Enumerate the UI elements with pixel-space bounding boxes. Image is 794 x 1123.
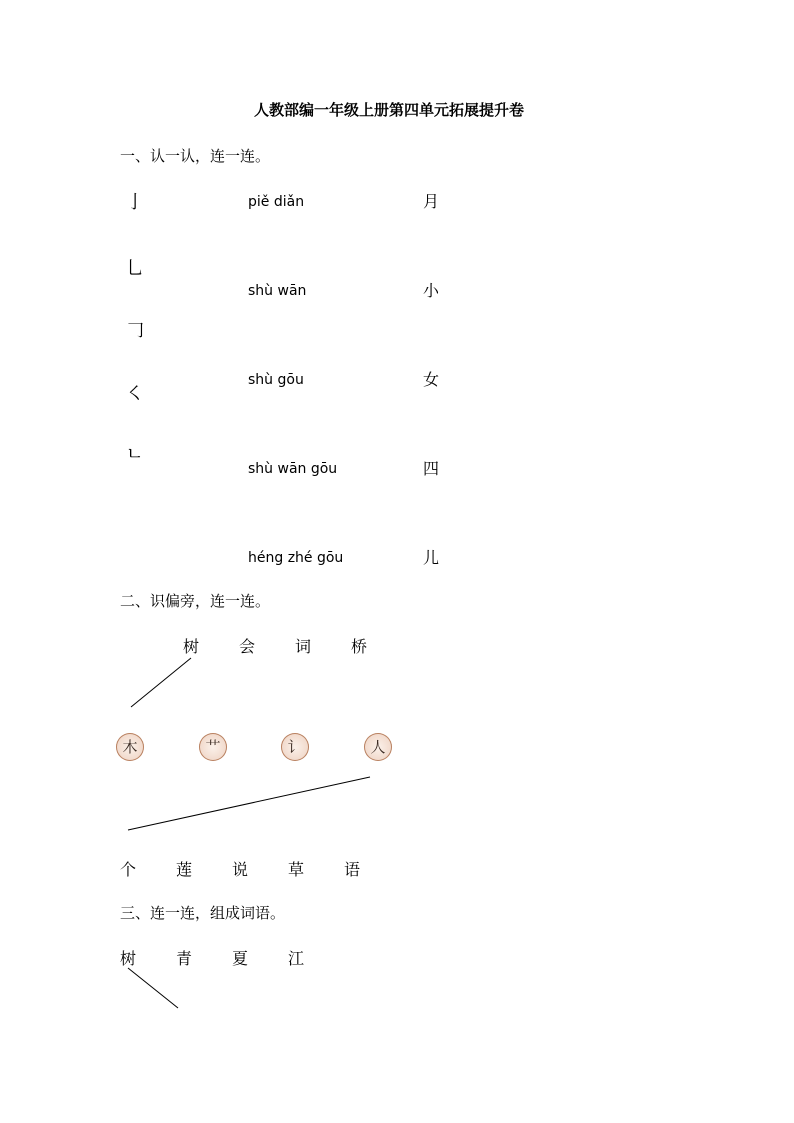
stroke-2: 乚	[126, 258, 144, 279]
radical-mu-icon	[116, 733, 144, 761]
s3-char-4: 江	[288, 949, 305, 968]
pinyin-1: piě diǎn	[248, 194, 305, 210]
top-char-2: 会	[239, 637, 256, 656]
stroke-3: 𠃌	[126, 320, 144, 341]
radical-ren-icon	[364, 733, 392, 761]
char-2: 小	[423, 281, 440, 300]
bottom-char-5: 语	[344, 860, 361, 879]
example-line-1	[131, 658, 191, 707]
s3-char-1: 树	[120, 949, 137, 968]
char-3: 女	[423, 370, 440, 389]
example-line-3	[128, 968, 178, 1008]
pinyin-5: héng zhé gōu	[248, 550, 344, 566]
page-title: 人教部编一年级上册第四单元拓展提升卷	[254, 101, 525, 119]
char-1: 月	[423, 192, 440, 211]
char-4: 四	[423, 459, 440, 478]
bottom-char-1: 个	[120, 860, 137, 879]
bottom-char-4: 草	[288, 860, 305, 879]
pinyin-4: shù wān gōu	[248, 461, 338, 477]
radical-label: 艹	[205, 737, 221, 756]
pinyin-3: shù gōu	[248, 372, 304, 388]
bottom-char-2: 莲	[176, 860, 193, 879]
s3-char-3: 夏	[232, 949, 249, 968]
radical-label: 人	[370, 737, 386, 756]
pinyin-2: shù wān	[248, 283, 307, 299]
top-char-3: 词	[295, 637, 312, 656]
top-char-4: 桥	[351, 637, 368, 656]
stroke-5: ㄴ	[126, 444, 144, 465]
section-3-heading: 三、连一连，组成词语。	[120, 904, 286, 922]
bottom-char-3: 说	[232, 860, 249, 879]
radical-label: 木	[122, 737, 138, 756]
char-5: 儿	[423, 548, 440, 567]
stroke-4: ㇛	[126, 384, 144, 405]
radical-yan-icon	[281, 733, 309, 761]
section-2-heading: 二、识偏旁，连一连。	[120, 592, 271, 610]
radical-label: 讠	[287, 737, 303, 756]
stroke-1: 亅	[126, 192, 144, 213]
example-line-2	[128, 777, 370, 830]
s3-char-2: 青	[176, 949, 193, 968]
top-char-1: 树	[183, 637, 200, 656]
radical-cao-icon	[199, 733, 227, 761]
section-1-heading: 一、认一认，连一连。	[120, 147, 271, 165]
